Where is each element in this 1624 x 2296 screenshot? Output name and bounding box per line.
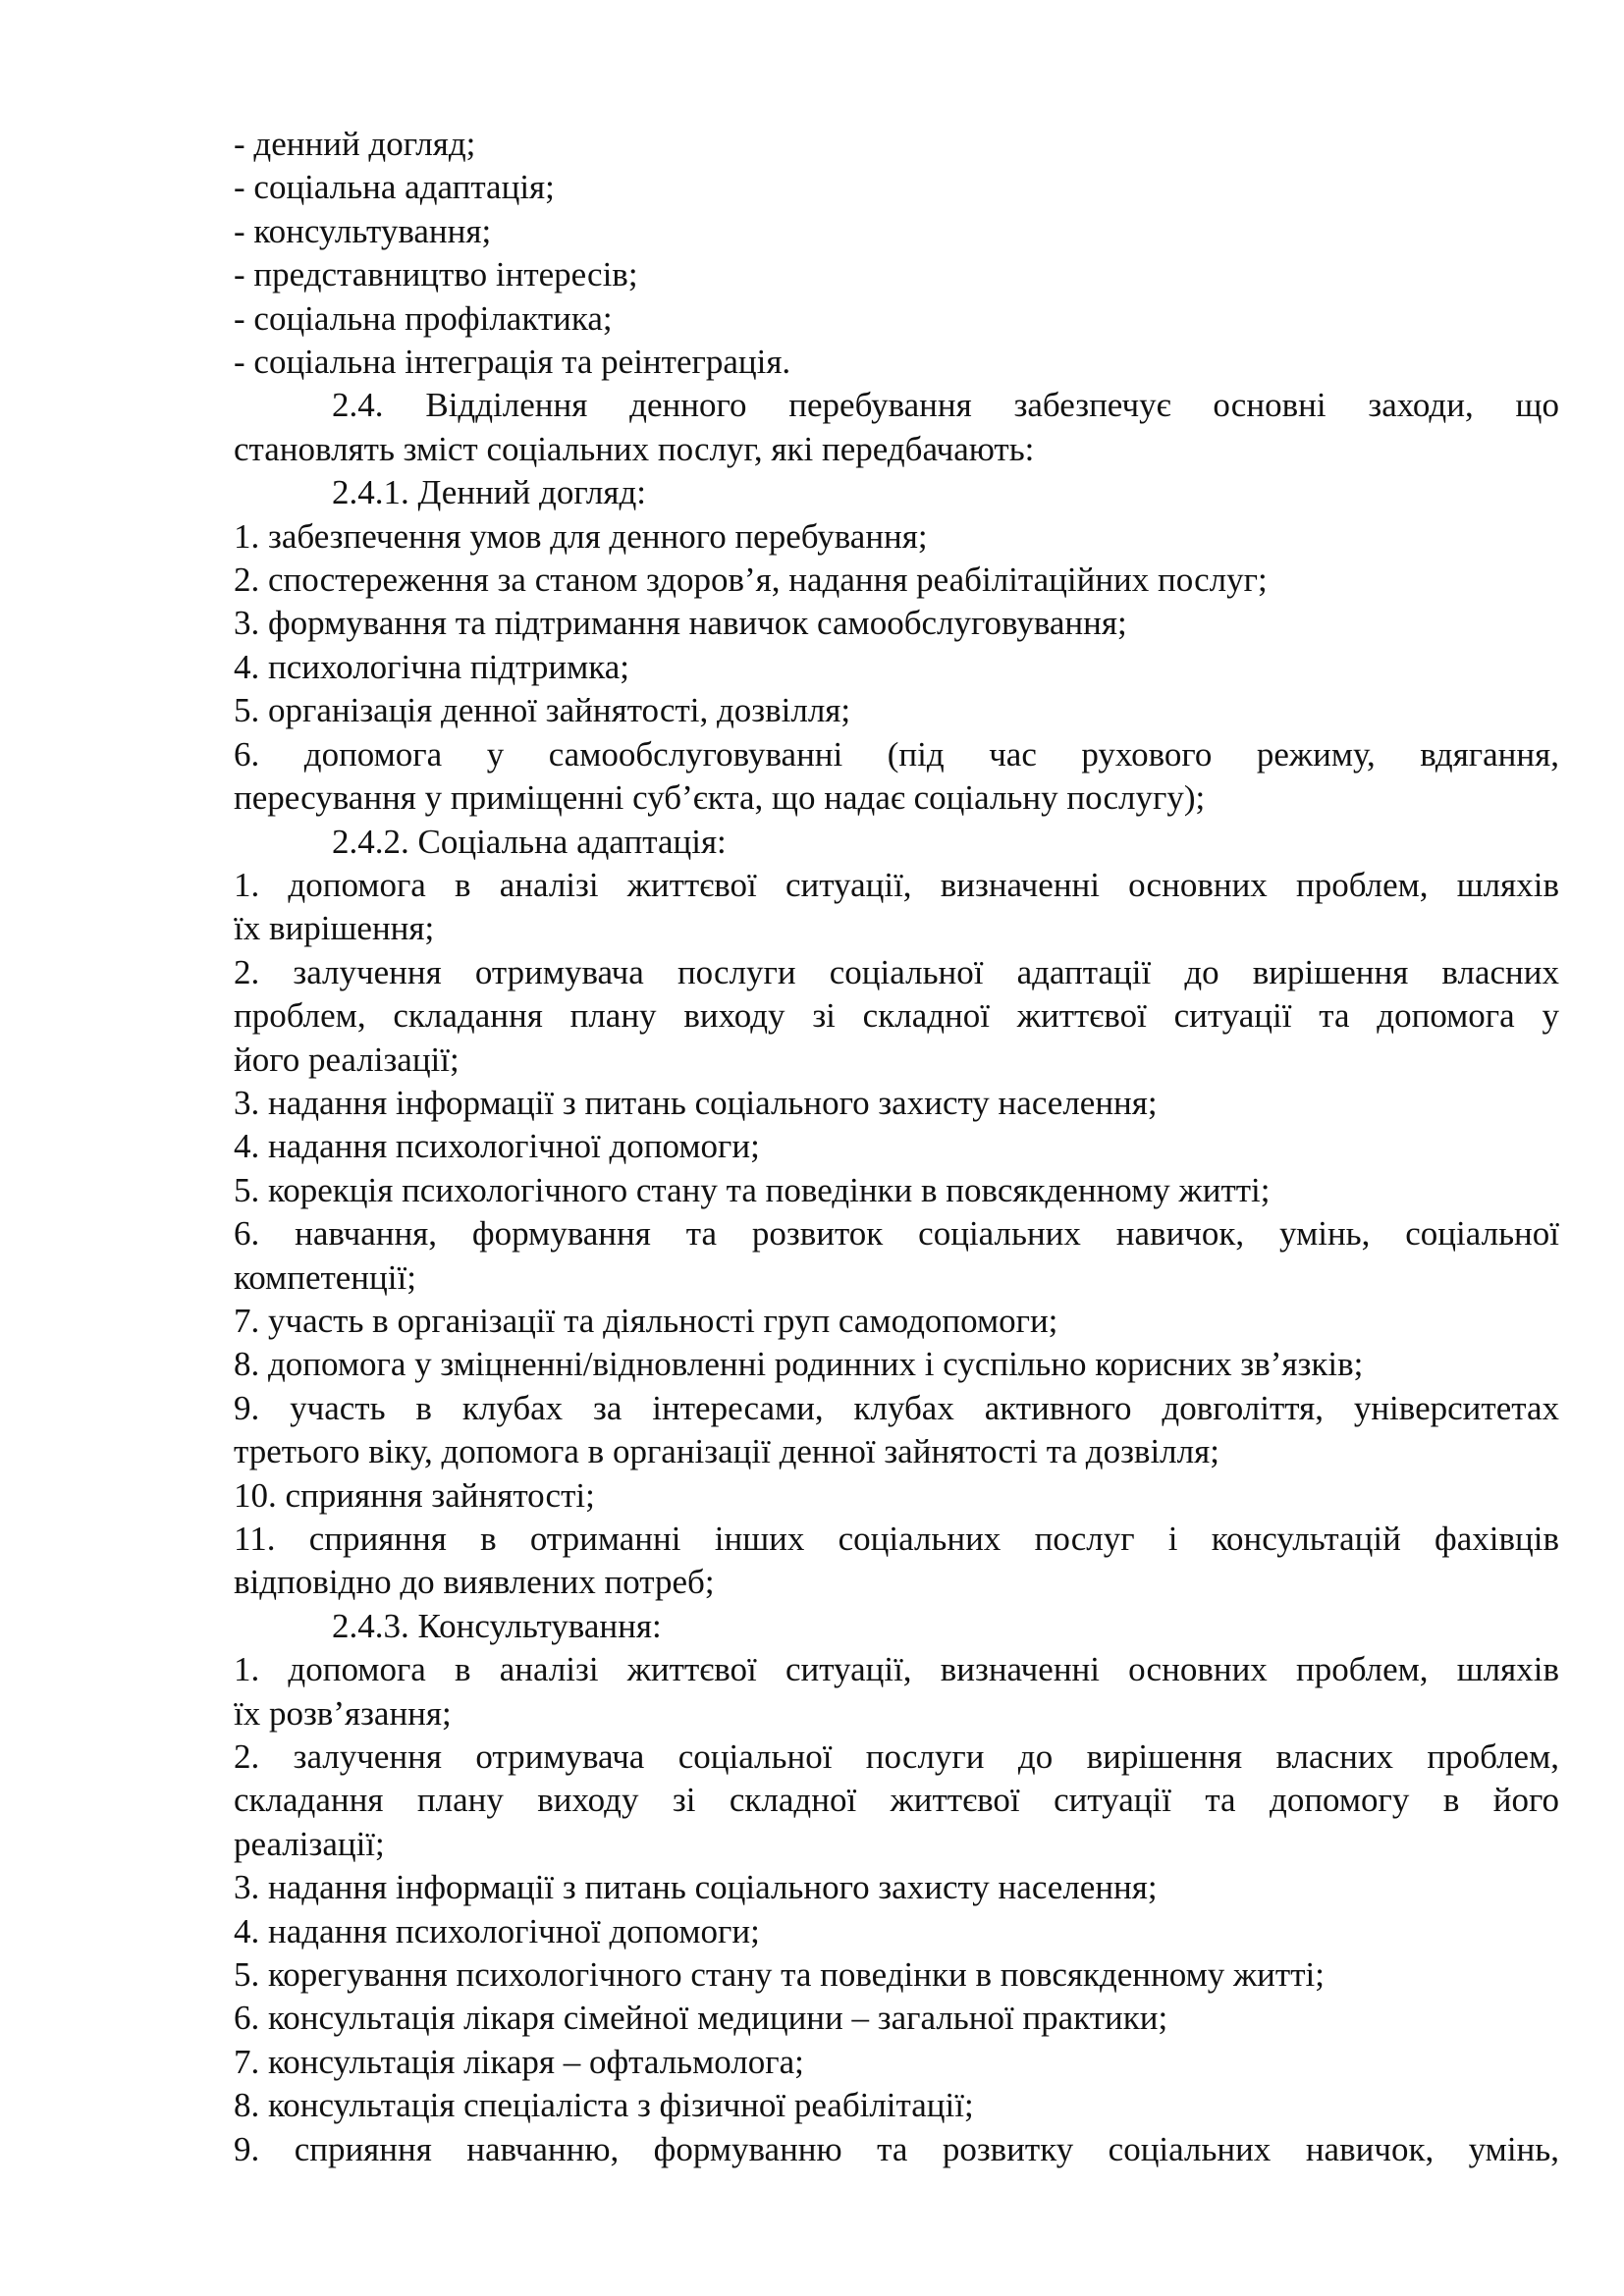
list-item: 2. залучення отримувача послуги соціальної адаптації до вирішення власних [234, 952, 1559, 991]
list-item-continuation: проблем, складання плану виходу зі складної життєвої ситуації та допомога у [234, 996, 1559, 1036]
section-heading: 2.4.2. Соціальна адаптація: [332, 822, 727, 861]
list-item: 4. психологічна підтримка; [234, 647, 629, 686]
list-item-continuation: їх вирішення; [234, 909, 435, 948]
text-line: - соціальна профілактика; [234, 298, 613, 338]
section-heading: 2.4.3. Консультування: [332, 1606, 662, 1645]
text-line: становлять зміст соціальних послуг, які передбачають: [234, 429, 1035, 468]
text-line: - соціальна адаптація; [234, 168, 555, 207]
list-item: 5. організація денної зайнятості, дозвілля; [234, 691, 851, 730]
list-item: 1. забезпечення умов для денного перебування; [234, 516, 928, 556]
list-item: 6. консультація лікаря сімейної медицини – загальної практики; [234, 1999, 1168, 2038]
list-item: 10. сприяння зайнятості; [234, 1475, 595, 1515]
list-item: 3. надання інформації з питань соціального захисту населення; [234, 1868, 1158, 1907]
list-item-continuation: третього віку, допомога в організації денної зайнятості та дозвілля; [234, 1432, 1219, 1471]
text-line: - представництво інтересів; [234, 255, 638, 294]
list-item: 6. навчання, формування та розвиток соціальних навичок, умінь, соціальної [234, 1214, 1559, 1254]
document-page [234, 123, 1559, 2171]
list-item: 5. корекція психологічного стану та поведінки в повсякденному житті; [234, 1170, 1271, 1209]
text-line: - консультування; [234, 211, 492, 250]
list-item: 7. участь в організації та діяльності груп самодопомоги; [234, 1301, 1058, 1340]
text-line: - денний догляд; [234, 125, 476, 163]
list-item: 6. допомога у самообслуговуванні (під час рухового режиму, вдягання, [234, 734, 1559, 774]
list-item: 11. сприяння в отриманні інших соціальних послуг і консультацій фахівців [234, 1520, 1559, 1558]
list-item: 3. надання інформації з питань соціального захисту населення; [234, 1083, 1158, 1122]
list-item: 7. консультація лікаря – офтальмолога; [234, 2042, 804, 2081]
list-item-continuation: пересування у приміщенні суб’єкта, що надає соціальну послугу); [234, 778, 1206, 818]
paragraph-line: 2.4. Відділення денного перебування забезпечує основні заходи, що [332, 386, 1559, 425]
list-item-continuation: його реалізації; [234, 1040, 460, 1079]
list-item: 8. консультація спеціаліста з фізичної реабілітації; [234, 2086, 974, 2125]
list-item: 4. надання психологічної допомоги; [234, 1911, 760, 1950]
list-item: 2. спостереження за станом здоров’я, надання реабілітаційних послуг; [234, 561, 1268, 600]
list-item-continuation: відповідно до виявлених потреб; [234, 1563, 715, 1602]
list-item: 1. допомога в аналізі життєвої ситуації, визначенні основних проблем, шляхів [234, 1650, 1559, 1689]
list-item: 8. допомога у зміцненні/відновленні родинних і суспільно корисних зв’язків; [234, 1345, 1364, 1384]
list-item-continuation: компетенції; [234, 1257, 416, 1297]
section-heading: 2.4.1. Денний догляд: [332, 473, 646, 512]
list-item-continuation: складання плану виходу зі складної життєвої ситуації та допомогу в його [234, 1781, 1559, 1820]
list-item: 9. участь в клубах за інтересами, клубах активного довголіття, університетах [234, 1388, 1559, 1427]
list-item: 2. залучення отримувача соціальної послуги до вирішення власних проблем, [234, 1737, 1559, 1777]
list-item: 4. надання психологічної допомоги; [234, 1127, 760, 1166]
list-item: 9. сприяння навчанню, формуванню та розвитку соціальних навичок, умінь, [234, 2129, 1559, 2168]
list-item: 3. формування та підтримання навичок самообслуговування; [234, 604, 1127, 643]
list-item: 5. корегування психологічного стану та поведінки в повсякденному житті; [234, 1955, 1325, 1995]
list-item-continuation: реалізації; [234, 1824, 385, 1863]
text-line: - соціальна інтеграція та реінтеграція. [234, 343, 791, 382]
list-item-continuation: їх розв’язання; [234, 1693, 452, 1733]
list-item: 1. допомога в аналізі життєвої ситуації, визначенні основних проблем, шляхів [234, 865, 1559, 904]
